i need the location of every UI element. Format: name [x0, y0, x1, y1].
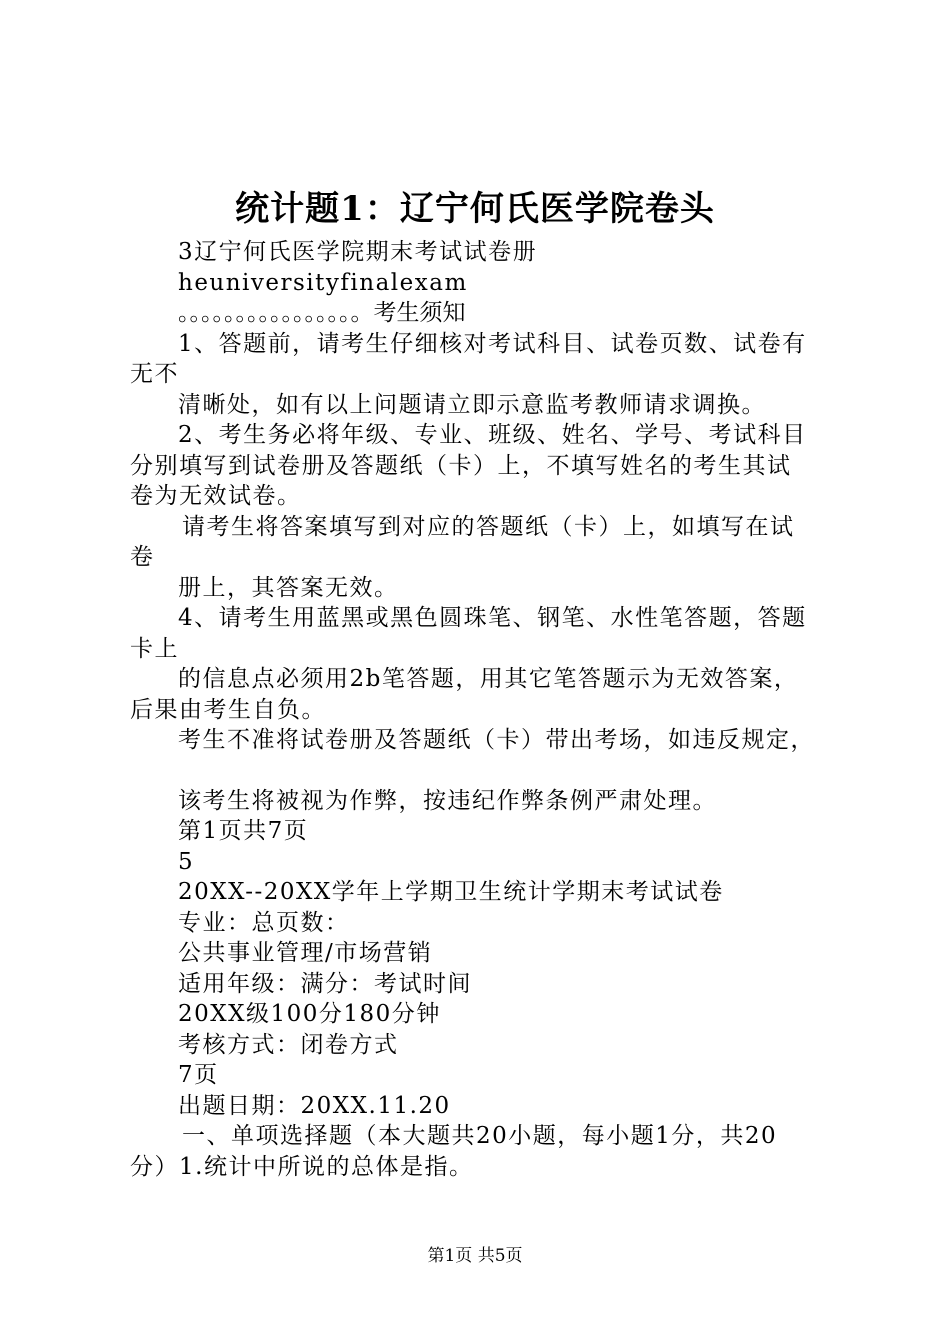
page-footer: 第1页 共5页: [427, 1246, 523, 1266]
text-line: 20XX级100分180分钟: [178, 1001, 441, 1027]
text-line: 20XX--20XX学年上学期卫生统计学期末考试试卷: [178, 879, 724, 905]
text-line: 请考生将答案填写到对应的答题纸（卡）上，如填写在试: [182, 513, 795, 540]
text-line: 专业：总页数：: [178, 909, 350, 936]
text-line: 。。。。。。。。。。。。。。。。考生须知: [178, 300, 466, 326]
text-line: 4、请考生用蓝黑或黑色圆珠笔、钢笔、水性笔答题，答题: [178, 605, 807, 631]
text-line: 出题日期：20XX.11.20: [178, 1092, 451, 1119]
text-line: 考生不准将试卷册及答题纸（卡）带出考场，如违反规定，: [178, 727, 815, 753]
text-line: 公共事业管理/市场营销: [178, 940, 433, 966]
document-body: [130, 237, 835, 1182]
spacer: [130, 756, 835, 786]
text-line: 的信息点必须用2b笔答题，用其它笔答题示为无效答案，: [178, 666, 799, 692]
text-line: 3辽宁何氏医学院期末考试试卷册: [178, 239, 538, 265]
text-line: 适用年级：满分：考试时间: [178, 970, 472, 997]
text-line: 考核方式：闭卷方式: [178, 1031, 399, 1058]
text-line: 7页: [178, 1062, 219, 1088]
document-title: 统计题1：辽宁何氏医学院卷头: [235, 189, 715, 229]
text-line: 无不: [130, 361, 179, 387]
text-line: 卷为无效试卷。: [130, 483, 302, 509]
text-line: 5: [178, 848, 195, 875]
text-line: 分别填写到试卷册及答题纸（卡）上，不填写姓名的考生其试: [130, 452, 792, 479]
text-line: 第1页共7页: [178, 818, 309, 844]
text-line: 清晰处，如有以上问题请立即示意监考教师请求调换。: [178, 391, 766, 418]
text-line: 该考生将被视为作弊，按违纪作弊条例严肃处理。: [178, 787, 717, 814]
text-line: 卷: [130, 544, 155, 570]
text-line: 分）1.统计中所说的总体是指。: [130, 1153, 474, 1180]
text-line: 卡上: [130, 635, 179, 662]
text-line: 2、考生务必将年级、专业、班级、姓名、学号、考试科目: [178, 422, 807, 448]
text-line: 册上，其答案无效。: [178, 574, 399, 601]
text-line: 后果由考生自负。: [130, 696, 326, 723]
text-line: 1、答题前，请考生仔细核对考试科目、试卷页数、试卷有: [178, 330, 807, 357]
text-line: heuniversityfinalexam: [178, 269, 468, 296]
text-line: 一、单项选择题（本大题共20小题，每小题1分，共20: [182, 1123, 778, 1149]
